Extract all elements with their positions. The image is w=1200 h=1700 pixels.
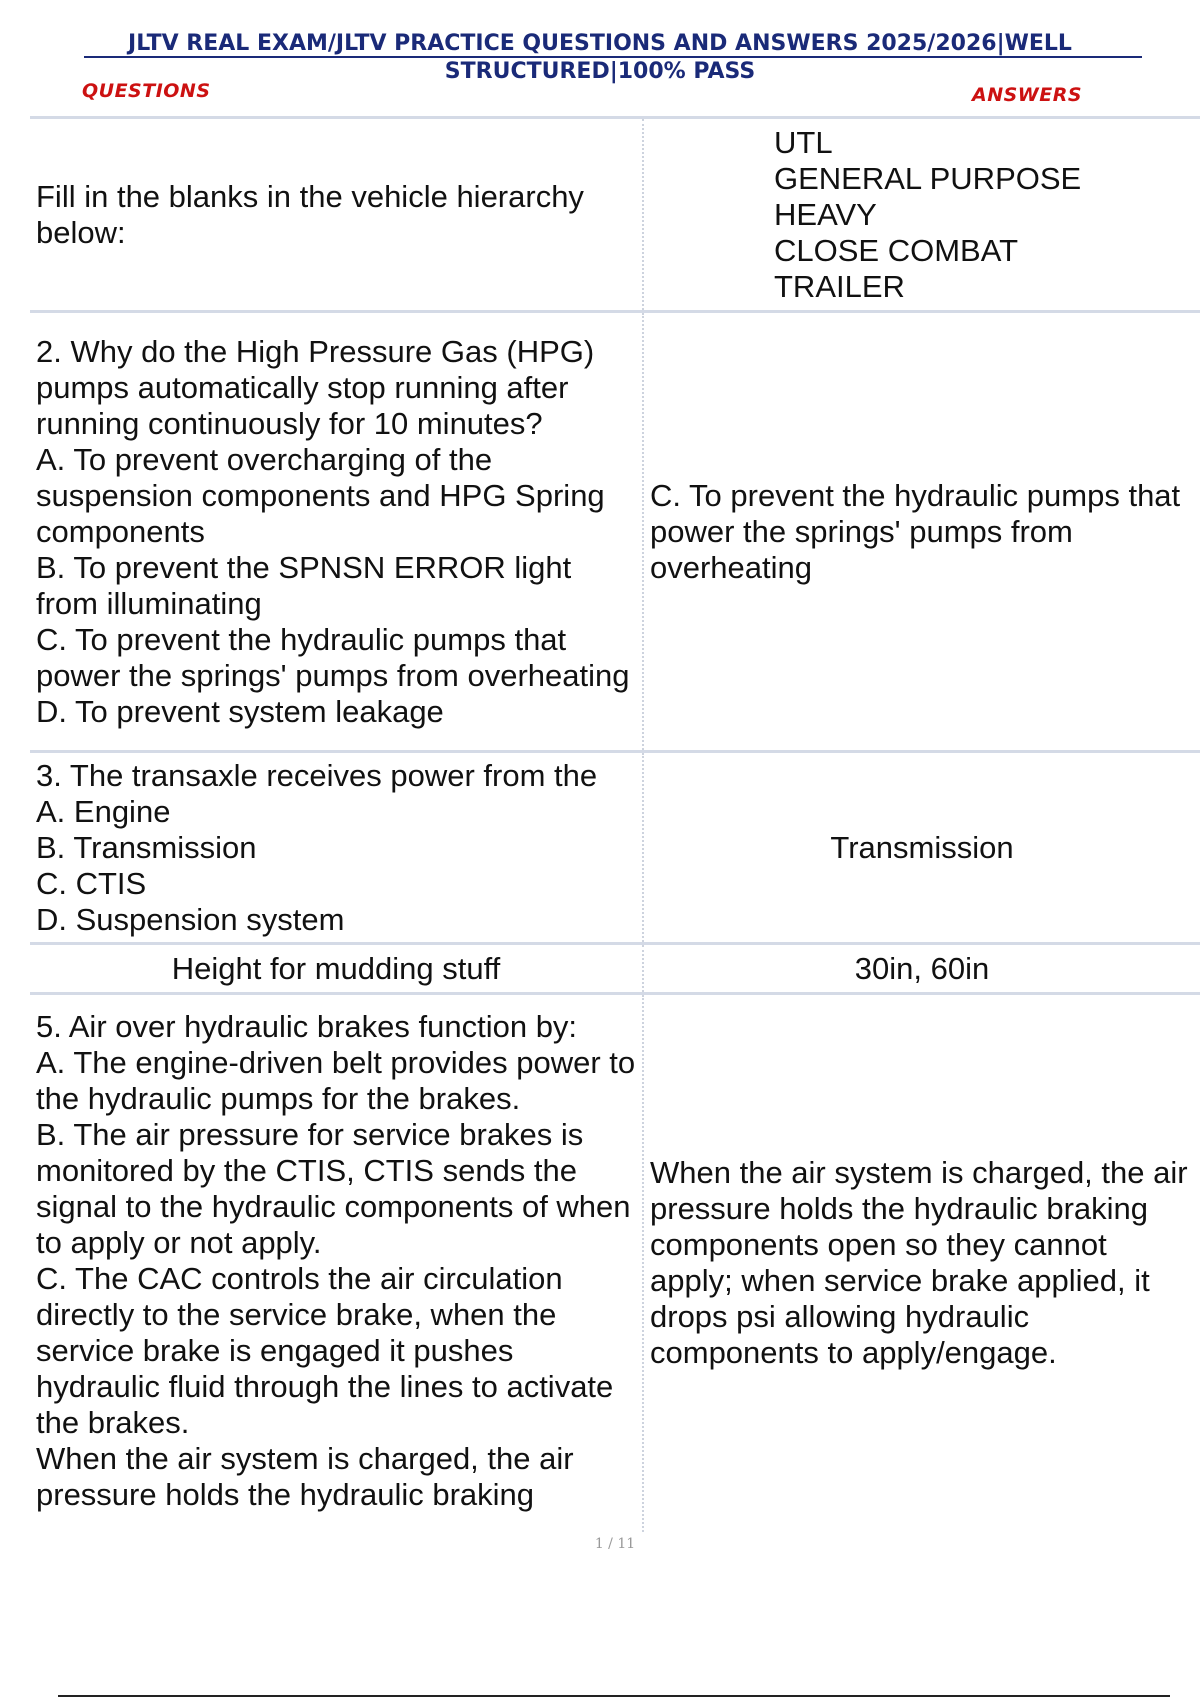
document-title: JLTV REAL EXAM/JLTV PRACTICE QUESTIONS AND ANSWERS 2025/2026|WELL STRUCTURED|100% PASS (128, 31, 1072, 84)
table-row (30, 944, 1200, 994)
table-row (30, 118, 1200, 312)
answer-cell: 30in, 60in (854, 950, 990, 986)
question-cell: Height for mudding stuff (30, 944, 643, 994)
question-cell: 3. The transaxle receives power from the A. Engine B. Transmission C. CTIS D. Suspension system (30, 752, 643, 944)
answers-column-label: ANSWERS (972, 84, 1083, 106)
title-underline (84, 56, 1142, 58)
table-row (30, 752, 1200, 944)
table-row (30, 994, 1200, 1532)
question-cell: 5. Air over hydraulic brakes function by: A. The engine-driven belt provides power to the hydraulic pumps for the brakes. B. The air pressure for service brakes is monitored by the CTIS, CTIS sends the signal to the hydraulic components of when to apply or not apply. C. The CAC controls the air circulation directly to the service brake, when the service brake is engaged it pushes hydraulic fluid through the lines to activate the brakes. When the air system is charged, the air pressure holds the hydraulic braking (30, 994, 643, 1532)
answer-cell: C. To prevent the hydraulic pumps that power the springs' pumps from overheating (650, 477, 1181, 585)
questions-column-label: QUESTIONS (82, 80, 211, 102)
question-cell: 2. Why do the High Pressure Gas (HPG) pumps automatically stop running after running continuously for 10 minutes? A. To prevent overcharging of the suspension components and HPG Spring components B. To prevent the SPNSN ERROR light from illuminating C. To prevent the hydraulic pumps that power the springs' pumps from overheating D. To prevent system leakage (30, 312, 643, 752)
qa-table (30, 116, 1200, 1532)
answer-cell: UTL GENERAL PURPOSE HEAVY CLOSE COMBAT TRAILER (774, 124, 1082, 304)
question-cell: Fill in the blanks in the vehicle hierarchy below: (30, 118, 643, 312)
answer-cell: Transmission (830, 829, 1014, 865)
table-row (30, 312, 1200, 752)
answer-cell: When the air system is charged, the air pressure holds the hydraulic braking components open so they cannot apply; when service brake applied, it drops psi allowing hydraulic components to apply/engage. (650, 1155, 1188, 1371)
page-number: 1 / 11 (594, 1536, 636, 1552)
footer-rule (58, 1695, 1170, 1697)
